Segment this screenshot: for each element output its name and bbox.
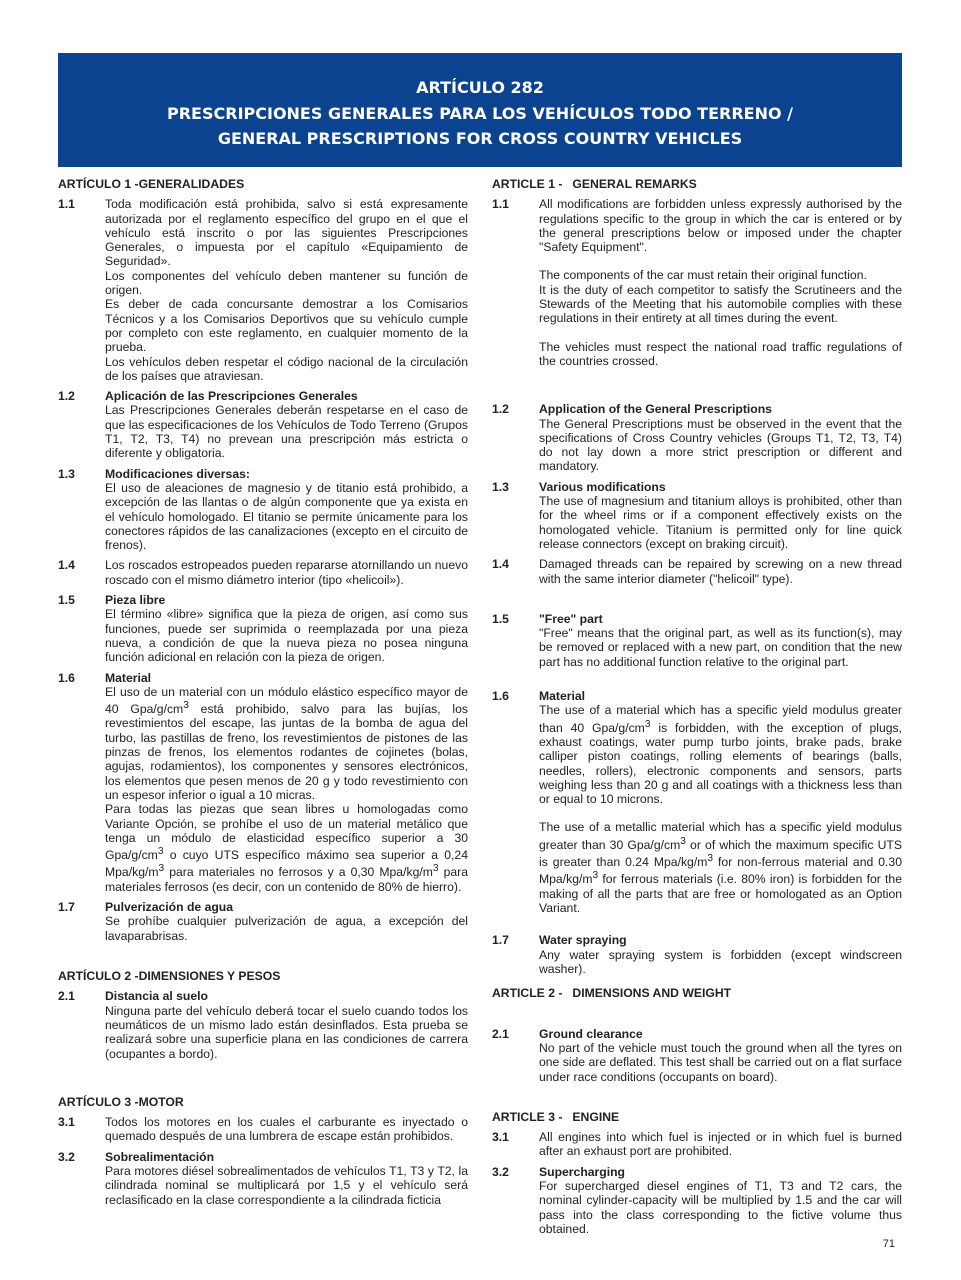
- clause-text: All engines into which fuel is injected or in which fuel is burned after an exhaust port are prohibited.: [539, 1130, 902, 1159]
- clause-number: 1.2: [492, 402, 509, 417]
- clause-text: Los roscados estropeados pueden repararse atornillando un nuevo roscado con el mismo diámetro interior (tipo «helicoil»).: [105, 558, 468, 587]
- clause-title: Aplicación de las Prescripciones Generales: [105, 389, 358, 404]
- clause-number: 1.5: [492, 611, 509, 626]
- section-heading: ARTÍCULO 3 -MOTOR: [58, 1094, 184, 1109]
- spanish-column: [58, 177, 468, 1213]
- clause-title: Material: [539, 689, 586, 704]
- clause-2-1: [492, 1027, 902, 1084]
- clause-text: Las Prescripciones Generales deberán respetarse en el caso de que las especificaciones de los Vehículos de Todo Terreno (Grupos T1, T2, T3, T4) no prevean una prescripción más estricta o diferente y obligatoria.: [105, 403, 468, 461]
- clause-1-3: [58, 467, 468, 553]
- clause-number: 1.7: [58, 900, 75, 915]
- page-number: 71: [882, 1238, 895, 1250]
- clause-text: No part of the vehicle must touch the ground when all the tyres on one side are deflated. This test shall be carried out on a flat surface under race conditions (occupants on board).: [539, 1040, 902, 1084]
- clause-3-2: [58, 1150, 468, 1207]
- clause-number: 1.1: [492, 197, 509, 212]
- clause-number: 1.4: [58, 558, 75, 573]
- clause-title: Ground clearance: [539, 1026, 643, 1041]
- clause-3-2: [492, 1165, 902, 1236]
- clause-title: Material: [105, 670, 152, 685]
- clause-text: El uso de un material con un módulo elástico específico mayor de 40 Gpa/$g/cm^3$ está prohibido, salvo para las bujías, los revestimientos del escape, las juntas de la bomba de agua del turbo, las pastillas de freno, los revestimientos de pistones de las pinzas de frenos, los elementos rodantes de cojinetes (bolas, agujas, rodamientos), los componentes y sensores electrónicos, los elementos que pesen menos de 20 g y todo revestimiento con un espesor inferior o igual a 10 micras.: [105, 684, 468, 802]
- clause-number: 1.3: [58, 466, 75, 481]
- clause-number: 3.2: [58, 1149, 75, 1164]
- clause-title: Pulverización de agua: [105, 900, 234, 915]
- clause-1-6: [58, 671, 468, 895]
- clause-1-7: [492, 933, 902, 976]
- clause-number: 1.6: [58, 670, 75, 685]
- clause-3-1: [58, 1115, 468, 1144]
- clause-text: The components of the car must retain their original function.: [539, 268, 867, 283]
- clause-number: 3.1: [492, 1130, 509, 1145]
- clause-1-2: [492, 402, 902, 473]
- clause-text: Para motores diésel sobrealimentados de vehículos T1, T3 y T2, la cilindrada nominal se multiplicará por 1,5 y el vehículo será reclasificado en la clase correspondiente a la cilindrada ficticia: [105, 1164, 468, 1207]
- section-heading: ARTICLE 1 - GENERAL REMARKS: [492, 177, 697, 191]
- clause-3-1: [492, 1130, 902, 1159]
- section-heading: ARTICLE 3 - ENGINE: [492, 1109, 620, 1124]
- clause-number: 2.1: [58, 989, 75, 1004]
- clause-text: The General Prescriptions must be observed in the event that the specifications of Cross Country vehicles (Groups T1, T2, T3, T4) do not lay down a more strict prescription or different and mandatory.: [539, 416, 902, 474]
- clause-text: Any water spraying system is forbidden (except windscreen washer).: [539, 947, 902, 977]
- clause-text: El uso de aleaciones de magnesio y de titanio está prohibido, a excepción de las llantas o de algún componente que ya exista en el vehículo homologado. El titanio se permite únicamente para los conectores rápidos de las canalizaciones (excepto en el circuito de frenos).: [105, 480, 468, 553]
- clause-text: It is the duty of each competitor to satisfy the Scrutineers and the Stewards of the Meeting that his automobile complies with these regulations in their entirety at all times during the event.: [539, 282, 902, 326]
- clause-text: The use of magnesium and titanium alloys is prohibited, other than for the wheel rims or if a component effectively exists on the homologated vehicle. Titanium is permitted only for line quick release connectors (except on braking circuit).: [539, 494, 902, 551]
- clause-text: Ninguna parte del vehículo deberá tocar el suelo cuando todos los neumáticos de un mismo lado están desinflados. Esta prueba se realizará sobre una superficie plana en las condiciones de carrera (ocupantes a bordo).: [105, 1003, 468, 1061]
- clause-title: Distancia al suelo: [105, 989, 208, 1004]
- clause-title: Application of the General Prescriptions: [539, 402, 772, 417]
- clause-title: Sobrealimentación: [105, 1149, 215, 1164]
- clause-text: El término «libre» significa que la pieza de origen, así como sus funciones, puede ser suprimida o reemplazada por una pieza nueva, a condición de que la nueva pieza no posea ninguna función adicional en relación con la pieza de origen.: [105, 607, 468, 665]
- clause-number: 1.1: [58, 197, 75, 212]
- article-title-es: PRESCRIPCIONES GENERALES PARA LOS VEHÍCULOS TODO TERRENO /: [167, 103, 793, 123]
- clause-1-5: [492, 612, 902, 669]
- clause-1-1: [492, 197, 902, 368]
- clause-number: 2.1: [492, 1026, 509, 1041]
- clause-number: 1.5: [58, 593, 75, 608]
- clause-text: The use of a metallic material which has a specific yield modulus greater than 30 Gpa/$g/cm^3$ or of which the maximum specific UTS is greater than 0.24 Mpa/$kg/m^3$ for non-ferrous material and 0.30 Mpa/$kg/m^3$ for ferrous materials (i.e. 80% iron) is forbidden for the making of all the parts that are free or homologated as an Option Variant.: [539, 820, 902, 916]
- clause-2-1: [58, 989, 468, 1060]
- clause-number: 1.3: [492, 479, 509, 494]
- clause-number: 1.6: [492, 689, 509, 704]
- clause-1-3: [492, 480, 902, 551]
- clause-text: The use of a material which has a specific yield modulus greater than 40 Gpa/$g/cm^3$ is forbidden, with the exception of plugs, exhaust coatings, water pump turbo joints, brake pads, brake calliper piston coatings, rolling elements of bearings (balls, needles, rollers), electronic components and sensors, parts weighing less than 20 g and all coatings with a thickness less than or equal to 10 microns.: [539, 703, 903, 807]
- clause-title: Supercharging: [539, 1164, 626, 1179]
- clause-number: 3.2: [492, 1164, 509, 1179]
- clause-text: Para todas las piezas que sean libres u homologadas como Variante Opción, se prohíbe el uso de un material metálico que tenga un módulo de elasticidad específico superior a 30 Gpa/$g/cm^3$ o cuyo UTS específico máximo sea superior a 0,24 Mpa/$kg/m^3$ para materiales no ferrosos y a 0,30 Mpa/$kg/m^3$ para materiales ferrosos (es decir, con un contenido de 80% de hierro).: [105, 802, 468, 894]
- clause-text: Los vehículos deben respetar el código nacional de la circulación de los países que atraviesan.: [105, 354, 468, 383]
- clause-number: 1.4: [492, 557, 509, 572]
- clause-title: Various modifications: [539, 479, 666, 494]
- clause-1-4: [58, 558, 468, 587]
- section-heading: ARTICLE 2 - DIMENSIONS AND WEIGHT: [492, 986, 732, 1001]
- english-column: [492, 177, 902, 1242]
- clause-text: All modifications are forbidden unless expressly authorised by the regulations specific to the group in which the car is entered or by the general prescriptions below or imposed under the chapter "Safety Equipment".: [539, 197, 902, 255]
- clause-text: Todos los motores en los cuales el carburante es inyectado o quemado después de una lumbrera de escape están prohibidos.: [105, 1115, 468, 1144]
- article-number: ARTÍCULO 282: [416, 78, 544, 97]
- clause-1-6: [492, 689, 902, 915]
- clause-title: "Free" part: [539, 611, 603, 626]
- clause-text: The vehicles must respect the national road traffic regulations of the countries crossed.: [539, 339, 902, 368]
- section-heading: ARTÍCULO 1 -GENERALIDADES: [58, 177, 245, 191]
- clause-text: "Free" means that the original part, as well as its function(s), may be removed or replaced with a new part, on condition that the new part has no additional function relative to the original part.: [539, 626, 902, 669]
- clause-1-7: [58, 900, 468, 943]
- clause-text: Es deber de cada concursante demostrar a los Comisarios Técnicos y a los Comisarios Deportivos que su vehículo cumple por completo con este reglamento, en cualquier momento de la prueba.: [105, 297, 468, 355]
- clause-1-1: [58, 197, 468, 383]
- clause-title: Pieza libre: [105, 593, 166, 608]
- clause-number: 1.7: [492, 933, 509, 948]
- clause-1-4: [492, 557, 902, 586]
- clause-1-5: [58, 593, 468, 664]
- clause-number: 1.2: [58, 389, 75, 404]
- clause-1-2: [58, 389, 468, 460]
- clause-number: 3.1: [58, 1115, 75, 1130]
- clause-text: Se prohíbe cualquier pulverización de agua, a excepción del lavaparabrisas.: [105, 914, 468, 943]
- clause-text: Los componentes del vehículo deben mantener su función de origen.: [105, 268, 468, 298]
- clause-text: Toda modificación está prohibida, salvo si está expresamente autorizada por el reglamento específico del grupo en el que el vehículo está inscrito o por las siguientes Prescripciones Generales, o impuesta por el capítulo «Equipamiento de Seguridad».: [105, 197, 468, 269]
- clause-title: Modificaciones diversas:: [105, 466, 250, 481]
- article-title-en: GENERAL PRESCRIPTIONS FOR CROSS COUNTRY VEHICLES: [217, 129, 743, 148]
- clause-text: For supercharged diesel engines of T1, T3 and T2 cars, the nominal cylinder-capacity will be multiplied by 1.5 and the car will pass into the class corresponding to the fictive volume thus obtained.: [539, 1178, 902, 1236]
- clause-text: Damaged threads can be repaired by screwing on a new thread with the same interior diameter ("helicoil" type).: [539, 557, 902, 586]
- section-heading: ARTÍCULO 2 -DIMENSIONES Y PESOS: [58, 969, 281, 984]
- article-header-banner: [58, 53, 902, 167]
- clause-title: Water spraying: [539, 933, 627, 948]
